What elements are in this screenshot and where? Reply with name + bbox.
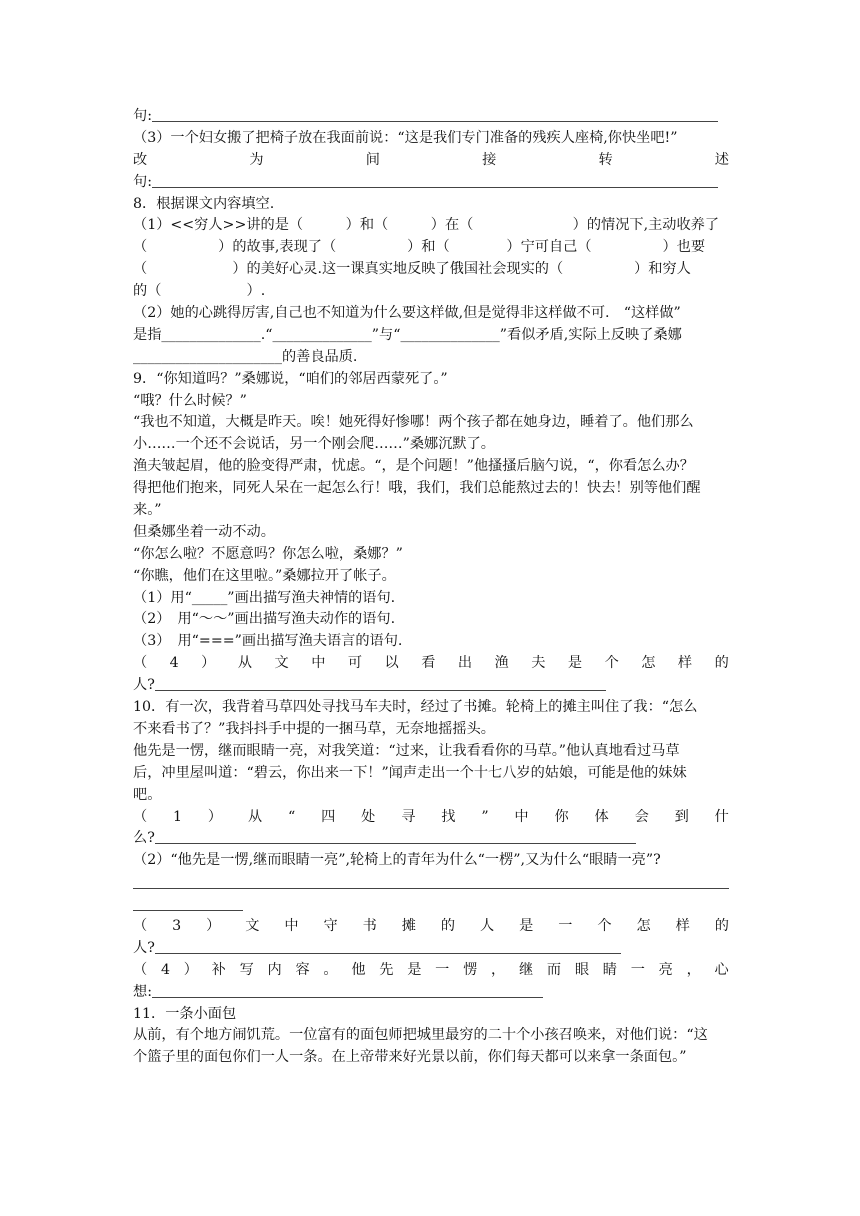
spread-char: 中 [311,655,326,672]
text-line [133,303,729,325]
line-text: （1）<<穷人>>讲的是（ ）和（ ）在（ ）的情况下,主动收养了 [133,217,720,234]
line-text: （ ）的美好心灵.这一课真实地反映了俄国社会现实的（ ）和穷人 [133,261,691,278]
line-text: “你怎么啦？不愿意吗？你怎么啦，桑娜？” [133,545,403,562]
spread-char: 寻 [401,808,416,825]
spread-char: 是 [407,961,422,978]
line-text: _____________________的善良品质. [133,348,358,365]
spread-char: 从 [237,655,253,672]
text-line [133,653,729,675]
text-line [133,566,729,588]
spread-char: 写 [239,961,254,978]
spread-char: 文 [274,655,289,672]
spread-char: 亮 [658,961,673,978]
line-text: 小……一个还不会说话，另一个刚会爬……”桑娜沉默了。 [133,436,495,453]
text-line [133,938,729,960]
line-label: 句: [133,108,152,124]
text-line [133,281,729,303]
spread-char: ， [491,961,506,978]
text-line [133,369,729,391]
spread-char: 人 [479,917,495,934]
line-text: 8．根据课文内容填空. [133,195,275,212]
spread-char: 而 [546,961,562,978]
text-line [133,850,729,872]
spread-char: ） [201,655,216,672]
answer-line[interactable] [133,897,243,911]
text-line [133,172,729,194]
spread-char: 的 [714,917,729,934]
spread-char: 内 [267,961,282,978]
spread-char: 怎 [641,655,656,672]
document-page [133,106,729,1069]
line-text: 的（ ）. [133,283,266,300]
answer-blank[interactable] [152,107,718,122]
line-text: （3）一个妇女搬了把椅子放在我面前说：“这是我们专门准备的残疾人座椅,你快坐吧!” [133,129,678,146]
answer-blank[interactable] [155,676,606,691]
spread-char: 你 [554,808,569,825]
answer-blank[interactable] [155,829,636,844]
spread-char: 找 [441,808,456,825]
spread-char: 摊 [401,917,416,934]
line-text: “你瞧，他们在这里啦。”桑娜拉开了帐子。 [133,567,396,584]
spread-char: 转 [598,151,613,168]
text-line [133,500,729,522]
spread-char: 样 [675,917,690,934]
answer-blank[interactable] [152,983,543,998]
spread-char: 书 [362,917,377,934]
text-line [133,215,729,237]
spread-char: 出 [457,655,473,672]
line-text: （2） 用“～～”画出描写渔夫动作的语句. [133,611,396,628]
spread-char: 述 [714,151,729,168]
text-line [133,391,729,413]
line-label: 想: [133,983,152,1000]
spread-char: 一 [630,961,645,978]
text-line [133,609,729,631]
line-text: 来。” [133,502,162,519]
text-line [133,259,729,281]
spread-char: 以 [384,655,399,672]
spread-char: 从 [247,808,263,825]
spread-char: 一 [435,961,450,978]
text-line [133,872,729,894]
spread-char: 为 [249,151,264,168]
spread-char: 睛 [602,961,617,978]
spread-char: 个 [604,655,619,672]
line-text: （2）她的心跳得厉害,自己也不知道为什么要这样做,但是觉得非这样做不可. “这样做” [133,305,681,322]
spread-char: 容 [295,961,310,978]
text-line [133,916,729,938]
spread-char: 样 [677,655,693,672]
text-line [133,828,729,850]
answer-blank[interactable] [152,173,718,188]
text-line [133,719,729,741]
line-label: 句: [133,173,152,190]
spread-char: （ [133,808,148,825]
spread-char: 间 [365,151,380,168]
text-line [133,478,729,500]
spread-char: 渔 [494,655,509,672]
line-text: 后，冲里屋叫道：“碧云，你出来一下！”闻声走出一个十七八岁的姑娘，可能是他的妹妹 [133,764,687,781]
line-text: 个篮子里的面包你们一人一条。在上帝带来好光景以前，你们每天都可以来拿一条面包。” [133,1049,687,1066]
line-text: （1）用“_____”画出描写渔夫神情的语句. [133,589,396,606]
line-text: （ ）的故事,表现了（ ）和（ ）宁可自己（ ）也要 [133,239,706,256]
spread-char: 接 [482,151,497,168]
spread-char: 的 [714,655,729,672]
answer-line[interactable] [133,875,729,889]
text-line [133,697,729,719]
text-line [133,785,729,807]
spread-char: 先 [379,961,394,978]
spread-char: 怎 [636,917,651,934]
line-text: 10．有一次，我背着马草四处寻找马车夫时，经过了书摊。轮椅上的摊主叫住了我：“怎么 [133,699,698,716]
spread-char: 愣 [463,961,478,978]
text-line [133,412,729,434]
spread-char: 个 [597,917,612,934]
spread-char: 是 [567,655,583,672]
spread-char: 看 [421,655,436,672]
spread-char: 什 [714,808,729,825]
text-line [133,347,729,369]
text-line [133,588,729,610]
text-line [133,763,729,785]
line-text: 11．一条小面包 [133,1005,237,1022]
line-text: “哦？什么时候？” [133,392,247,409]
text-line [133,631,729,653]
spread-char: 中 [284,917,299,934]
spread-char: 改 [133,151,148,168]
spread-char: 4 [160,961,170,978]
text-line [133,982,729,1004]
spread-char: “ [288,808,296,825]
line-text: 从前，有个地方闹饥荒。一位富有的面包师把城里最穷的二十个小孩召唤来，对他们说：“这 [133,1027,708,1044]
text-line [133,106,729,128]
text-line [133,807,729,829]
spread-char: 到 [674,808,689,825]
line-text: 是指______________.“______________”与“______________”看似矛盾,实际上反映了桑娜 [133,326,682,343]
spread-char: 一 [558,917,573,934]
text-line [133,960,729,982]
line-label: 人? [133,677,155,694]
spread-char: ） [206,917,221,934]
spread-char: （ [133,961,148,978]
text-line [133,741,729,763]
text-line [133,1047,729,1069]
spread-char: 四 [321,808,336,825]
text-line [133,1025,729,1047]
line-label: 么? [133,830,155,847]
spread-char: 中 [514,808,529,825]
text-line [133,325,729,347]
spread-char: 1 [173,808,183,825]
spread-char: 夫 [531,655,546,672]
answer-blank[interactable] [155,939,621,954]
line-text: （3） 用“===”画出描写渔夫语言的语句. [133,633,403,650]
spread-char: 4 [169,655,179,672]
spread-char: 文 [245,917,260,934]
spread-char: 心 [714,961,729,978]
spread-char: 3 [172,917,182,934]
text-line [133,150,729,172]
text-line [133,1004,729,1026]
line-text: 吧。 [133,786,162,803]
spread-char: 继 [518,961,534,978]
spread-char: 眼 [574,961,590,978]
text-line [133,237,729,259]
spread-char: ， [686,961,701,978]
text-line [133,194,729,216]
line-label: 人? [133,939,155,956]
text-line [133,544,729,566]
line-text: （2）“他先是一愣,继而眼睛一亮”,轮椅上的青年为什么“一楞”,又为什么“眼睛一亮”? [133,852,661,869]
spread-char: 补 [211,961,226,978]
line-text: 得把他们抱来，同死人呆在一起怎么行！哦，我们，我们总能熬过去的！快去！别等他们醒 [133,480,701,497]
spread-char: 守 [323,917,338,934]
line-text: 他先是一愣，继而眼睛一亮，对我笑道：“过来，让我看看你的马草。”他认真地看过马草 [133,742,680,759]
spread-char: 他 [351,961,366,978]
spread-char: 的 [440,917,456,934]
line-text: 渔夫皱起眉，他的脸变得严肃，忧虑。“，是个问题！”他搔搔后脑勺说，“，你看怎么办？ [133,458,694,475]
spread-char: ” [481,808,489,825]
spread-char: 可 [347,655,363,672]
text-line [133,522,729,544]
spread-char: 。 [323,961,338,978]
spread-char: ） [207,808,223,825]
text-line [133,894,729,916]
spread-char: ） [183,961,198,978]
spread-char: （ [133,917,148,934]
line-text: “我也不知道，大概是昨天。唉！她死得好惨哪！两个孩子都在她身边，睡着了。他们那么 [133,414,694,431]
spread-char: 体 [594,808,609,825]
spread-char: 会 [634,808,649,825]
text-line [133,434,729,456]
line-text: 不来看书了？”我抖抖手中提的一捆马草，无奈地摇摇头。 [133,720,495,737]
text-line [133,675,729,697]
text-line [133,128,729,150]
text-line [133,456,729,478]
line-text: 9．“你知道吗？”桑娜说，“咱们的邻居西蒙死了。” [133,370,448,387]
line-text: 但桑娜坐着一动不动。 [133,523,275,540]
spread-char: 是 [519,917,534,934]
spread-char: 处 [361,808,376,825]
spread-char: （ [133,655,148,672]
